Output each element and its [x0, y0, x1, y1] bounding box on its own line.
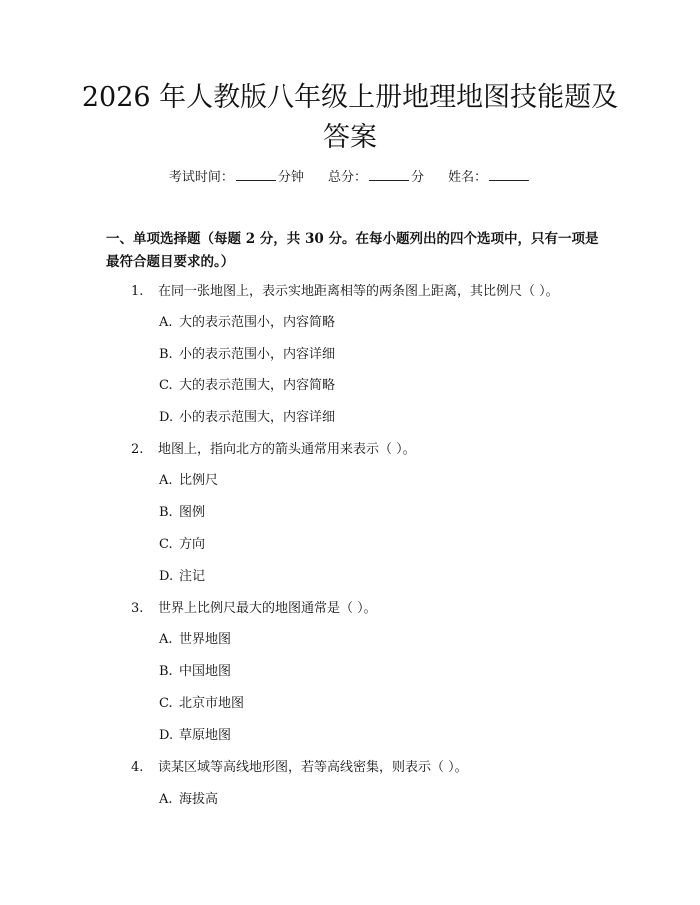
option — [159, 313, 335, 333]
option-text: 大的表示范围小，内容简略 — [179, 315, 336, 330]
option — [159, 694, 244, 714]
exam-time-unit: 分钟 — [277, 170, 304, 185]
option — [159, 630, 231, 650]
question — [131, 758, 468, 778]
question-text: 世界上比例尺最大的地图通常是（ ）。 — [158, 601, 377, 616]
page-title-line-2: 答案 — [323, 122, 377, 153]
question-number: 1. — [131, 284, 144, 299]
option-text: 方向 — [179, 537, 206, 552]
exam-score-blank — [369, 168, 409, 181]
option — [159, 471, 218, 491]
exam-time-label: 考试时间： — [168, 170, 234, 185]
option-label: C. — [159, 696, 173, 711]
option-label: C. — [159, 537, 173, 552]
option-label: A. — [159, 473, 173, 488]
section-heading: 一、单项选择题（每题 2 分，共 30 分。在每小题列出的四个选项中，只有一项是最符合题目要求的。） — [106, 231, 599, 270]
question-number: 4. — [131, 760, 144, 775]
option — [159, 726, 231, 746]
option-text: 小的表示范围小，内容详细 — [179, 347, 336, 362]
option-text: 海拔高 — [179, 792, 219, 807]
option — [159, 503, 205, 523]
option-text: 注记 — [179, 569, 206, 584]
question-text: 地图上，指向北方的箭头通常用来表示（ ）。 — [158, 442, 416, 457]
question-number: 3. — [131, 601, 144, 616]
option-text: 比例尺 — [179, 473, 219, 488]
option-label: B. — [159, 664, 173, 679]
option — [159, 345, 335, 365]
question — [131, 282, 559, 302]
option — [159, 790, 218, 810]
option-label: D. — [159, 728, 174, 743]
option-label: A. — [159, 792, 173, 807]
option-label: D. — [159, 410, 174, 425]
option-text: 世界地图 — [179, 632, 232, 647]
exam-score-unit: 分 — [411, 170, 425, 185]
option-label: A. — [159, 632, 173, 647]
exam-name-label: 姓名： — [448, 170, 488, 185]
option-text: 北京市地图 — [179, 696, 245, 711]
question — [131, 599, 377, 619]
option-text: 图例 — [179, 505, 206, 520]
option-text: 小的表示范围大，内容详细 — [179, 410, 336, 425]
exam-score-label: 总分： — [327, 170, 367, 185]
page-title-line-1: 2026 年人教版八年级上册地理地图技能题及 — [81, 82, 619, 113]
question-number: 2. — [131, 442, 144, 457]
question-text: 在同一张地图上，表示实地距离相等的两条图上距离，其比例尺（ ）。 — [158, 284, 559, 299]
option-label: C. — [159, 378, 173, 393]
exam-time-blank — [236, 168, 276, 181]
option-label: B. — [159, 347, 173, 362]
option-text: 中国地图 — [179, 664, 232, 679]
option — [159, 662, 231, 682]
exam-time — [169, 168, 304, 188]
option — [159, 376, 335, 396]
question — [131, 440, 416, 460]
option-label: A. — [159, 315, 173, 330]
option-text: 草原地图 — [179, 728, 232, 743]
option — [159, 535, 205, 555]
question-text: 读某区域等高线地形图，若等高线密集，则表示（ ）。 — [158, 760, 468, 775]
exam-name — [448, 168, 531, 188]
option — [159, 408, 335, 428]
option — [159, 567, 205, 587]
exam-name-blank — [489, 168, 529, 181]
option-text: 大的表示范围大，内容简略 — [179, 378, 336, 393]
exam-score — [328, 168, 424, 188]
option-label: D. — [159, 569, 174, 584]
exam-meta — [0, 168, 700, 188]
option-label: B. — [159, 505, 173, 520]
